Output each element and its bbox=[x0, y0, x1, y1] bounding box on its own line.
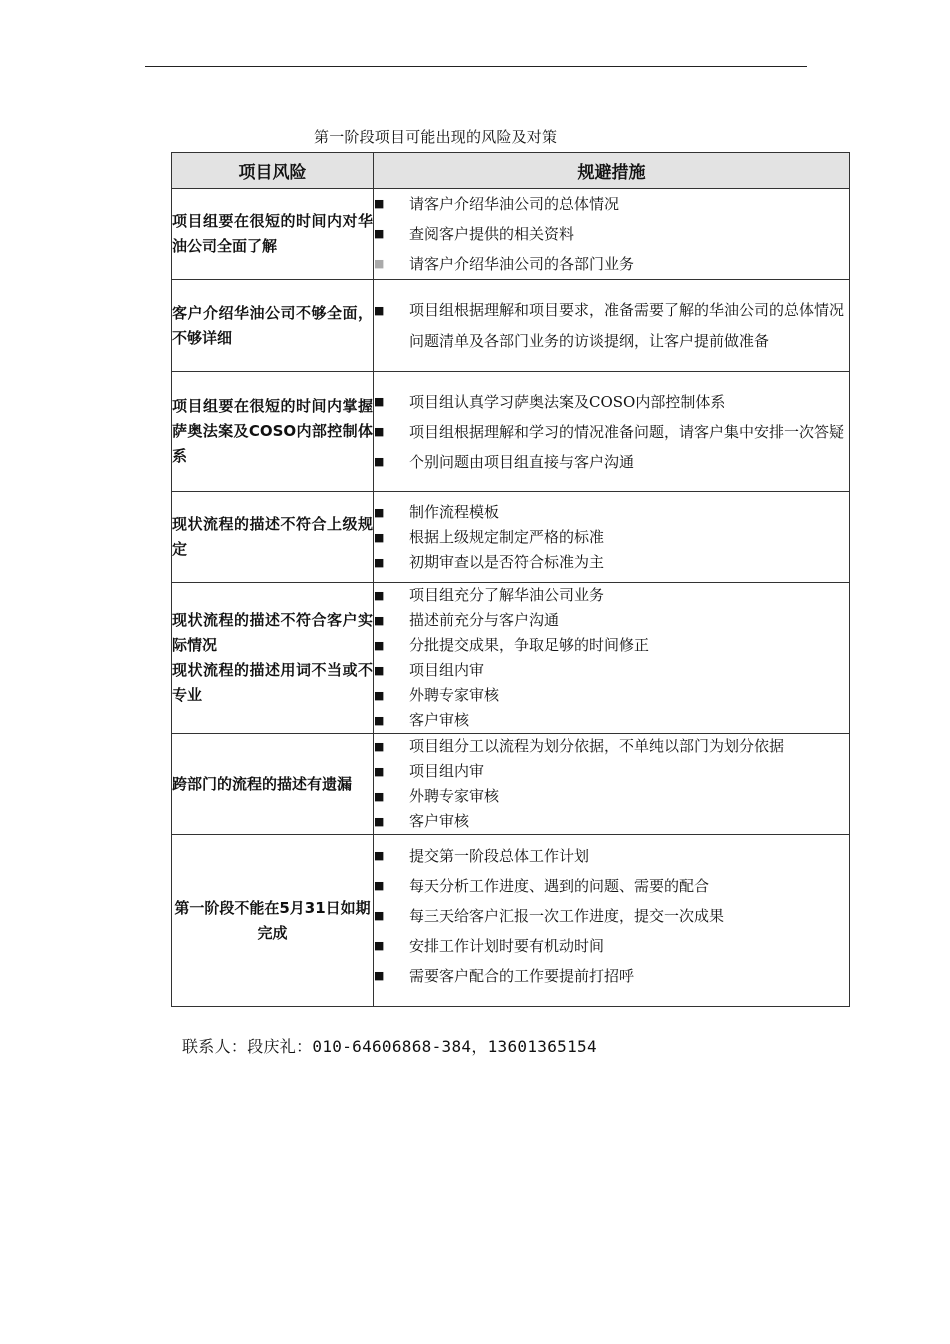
list-item: ■ 请客户介绍华油公司的总体情况 bbox=[374, 189, 849, 219]
measure-list bbox=[374, 500, 849, 575]
risk-text: 现状流程的描述不符合上级规定 bbox=[172, 515, 373, 558]
list-item: ■ 项目组根据理解和项目要求，准备需要了解的华油公司的总体情况问题清单及各部门业务的访谈提纲，让客户提前做准备 bbox=[374, 295, 849, 357]
list-item: ■ 制作流程模板 bbox=[374, 500, 849, 525]
risk-cell bbox=[172, 734, 374, 835]
table-row bbox=[172, 835, 850, 1007]
list-item: ■ 项目组内审 bbox=[374, 658, 849, 683]
measure-list bbox=[374, 295, 849, 357]
list-item: ■ 根据上级规定制定严格的标准 bbox=[374, 525, 849, 550]
square-bullet-icon: ■ bbox=[374, 790, 385, 803]
measure-list bbox=[374, 841, 849, 991]
risk-text: 客户介绍华油公司不够全面，不够详细 bbox=[172, 303, 373, 347]
list-item: ■ 安排工作计划时要有机动时间 bbox=[374, 931, 849, 961]
list-item: ■ 分批提交成果，争取足够的时间修正 bbox=[374, 633, 849, 658]
square-bullet-icon: ■ bbox=[374, 714, 385, 727]
list-item: ■ 提交第一阶段总体工作计划 bbox=[374, 841, 849, 871]
list-item: ■ 客户审核 bbox=[374, 708, 849, 733]
header-risk: 项目风险 bbox=[172, 153, 374, 189]
measure-list bbox=[374, 734, 849, 834]
list-item: ■ 项目组认真学习萨奥法案及COSO内部控制体系 bbox=[374, 387, 849, 417]
square-bullet-icon: ■ bbox=[374, 849, 385, 862]
measure-list bbox=[374, 583, 849, 733]
table-row bbox=[172, 492, 850, 583]
risk-cell bbox=[172, 189, 374, 280]
measures-cell bbox=[374, 492, 850, 583]
list-item: ■ 查阅客户提供的相关资料 bbox=[374, 219, 849, 249]
square-bullet-icon: ■ bbox=[374, 740, 385, 753]
list-item: ■ 个别问题由项目组直接与客户沟通 bbox=[374, 447, 849, 477]
square-bullet-icon: ■ bbox=[374, 197, 385, 210]
list-item: ■ 项目组分工以流程为划分依据，不单纯以部门为划分依据 bbox=[374, 734, 849, 759]
measures-cell bbox=[374, 280, 850, 372]
measures-cell bbox=[374, 583, 850, 734]
list-item: ■ 外聘专家审核 bbox=[374, 784, 849, 809]
risk-text: 项目组要在很短的时间内对华油公司全面了解 bbox=[172, 212, 373, 255]
risk-text: 跨部门的流程的描述有遗漏 bbox=[172, 774, 353, 793]
square-bullet-icon: ■ bbox=[374, 664, 385, 677]
risk-text: 第一阶段不能在5月31日如期完成 bbox=[174, 898, 371, 942]
square-bullet-icon: ■ bbox=[374, 689, 385, 702]
list-item: ■ 每天分析工作进度、遇到的问题、需要的配合 bbox=[374, 871, 849, 901]
measures-cell bbox=[374, 734, 850, 835]
list-item: ■ 外聘专家审核 bbox=[374, 683, 849, 708]
risk-cell bbox=[172, 492, 374, 583]
list-item: ■ 项目组充分了解华油公司业务 bbox=[374, 583, 849, 608]
risk-cell bbox=[172, 583, 374, 734]
square-bullet-icon: ■ bbox=[374, 879, 385, 892]
square-bullet-icon: ■ bbox=[374, 394, 385, 408]
risk-text: 现状流程的描述用词不当或不专业 bbox=[172, 661, 373, 704]
square-bullet-icon: ■ bbox=[374, 589, 385, 602]
square-bullet-icon: ■ bbox=[374, 909, 385, 922]
square-bullet-icon: ■ bbox=[374, 505, 385, 519]
table-row bbox=[172, 734, 850, 835]
risk-text: 现状流程的描述不符合客户实际情况 bbox=[172, 611, 373, 654]
square-bullet-icon: ■ bbox=[374, 454, 385, 468]
measure-list bbox=[374, 387, 849, 477]
square-bullet-icon: ■ bbox=[374, 614, 385, 627]
list-item: ■ 客户审核 bbox=[374, 809, 849, 834]
list-item: ■ 请客户介绍华油公司的各部门业务 bbox=[374, 249, 849, 279]
risk-cell bbox=[172, 372, 374, 492]
header-rule bbox=[145, 66, 807, 67]
list-item: ■ 项目组根据理解和学习的情况准备问题，请客户集中安排一次答疑 bbox=[374, 417, 849, 447]
table-caption: 第一阶段项目可能出现的风险及对策 bbox=[314, 128, 558, 146]
list-item: ■ 描述前充分与客户沟通 bbox=[374, 608, 849, 633]
list-item: ■ 初期审查以是否符合标准为主 bbox=[374, 550, 849, 575]
list-item: ■ 每三天给客户汇报一次工作进度，提交一次成果 bbox=[374, 901, 849, 931]
table-row bbox=[172, 189, 850, 280]
risk-text: 项目组要在很短的时间内掌握萨奥法案及COSO内部控制体系 bbox=[172, 397, 373, 465]
list-item: ■ 需要客户配合的工作要提前打招呼 bbox=[374, 961, 849, 991]
square-bullet-icon: ■ bbox=[374, 969, 385, 982]
risk-cell bbox=[172, 280, 374, 372]
table-row bbox=[172, 280, 850, 372]
table-header-row bbox=[172, 153, 850, 189]
measures-cell bbox=[374, 372, 850, 492]
table-row bbox=[172, 372, 850, 492]
contact-info: 联系人：段庆礼：010-64606868-384，13601365154 bbox=[182, 1037, 597, 1056]
square-bullet-icon: ■ bbox=[374, 530, 385, 544]
risk-cell bbox=[172, 835, 374, 1007]
header-measures: 规避措施 bbox=[374, 153, 850, 189]
measures-cell bbox=[374, 835, 850, 1007]
square-bullet-icon: ■ bbox=[374, 424, 385, 438]
square-bullet-icon: ■ bbox=[374, 939, 385, 952]
square-bullet-icon: ■ bbox=[374, 639, 385, 652]
list-item: ■ 项目组内审 bbox=[374, 759, 849, 784]
table-row bbox=[172, 583, 850, 734]
square-bullet-icon: ■ bbox=[374, 555, 385, 569]
measure-list bbox=[374, 189, 849, 279]
measures-cell bbox=[374, 189, 850, 280]
square-bullet-icon: ■ bbox=[374, 815, 385, 828]
square-bullet-icon: ■ bbox=[374, 765, 385, 778]
square-bullet-icon: ■ bbox=[374, 257, 385, 270]
square-bullet-icon: ■ bbox=[374, 303, 385, 317]
square-bullet-icon: ■ bbox=[374, 227, 385, 240]
risk-table bbox=[171, 152, 850, 1007]
